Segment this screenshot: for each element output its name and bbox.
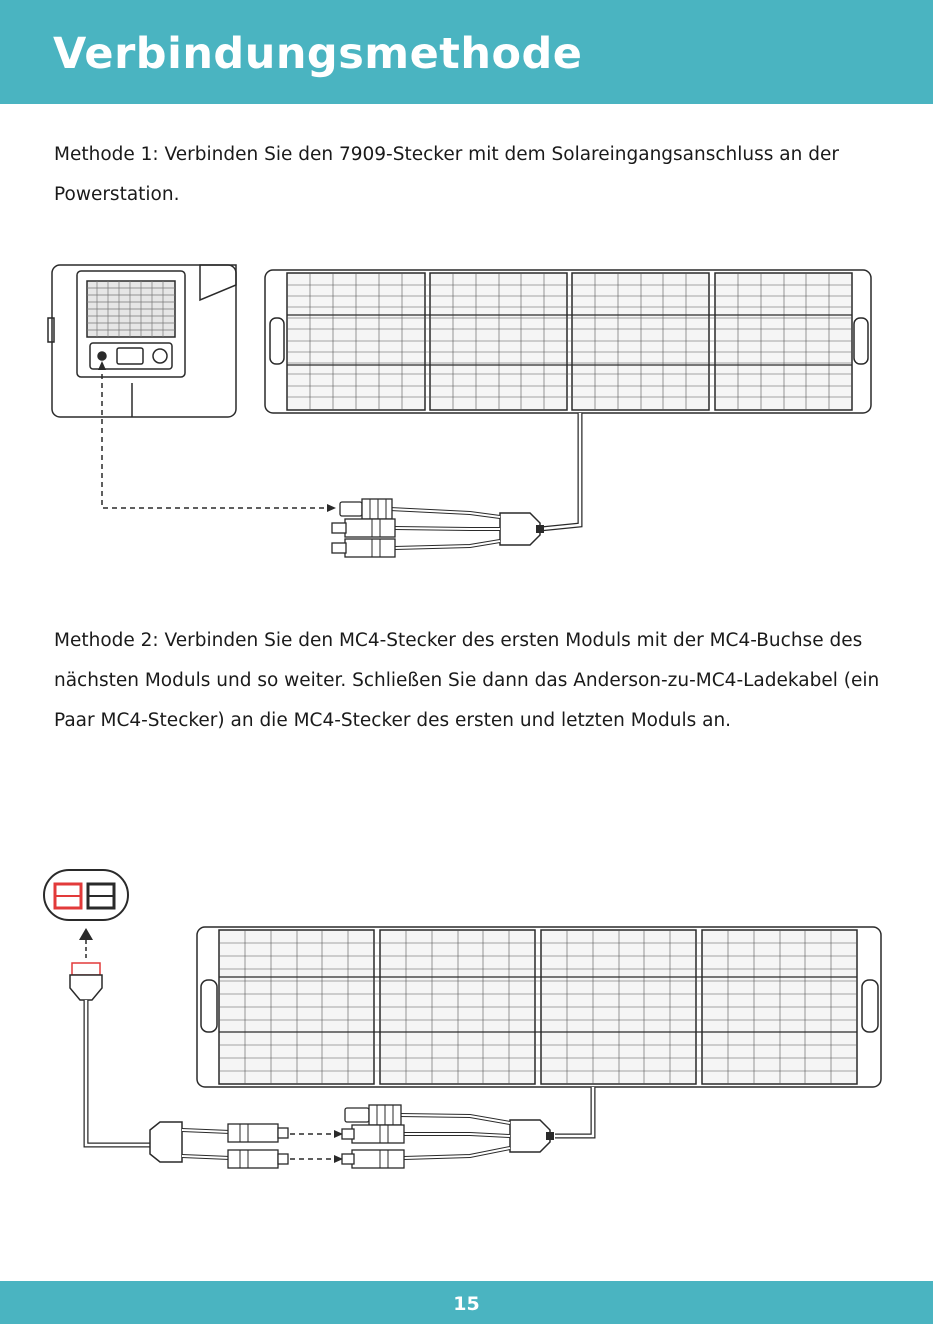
anderson-connector-icon bbox=[44, 870, 128, 920]
page-title: Verbindungsmethode bbox=[53, 29, 583, 79]
page-number: 15 bbox=[453, 1293, 480, 1315]
method-2-diagram bbox=[0, 860, 933, 1180]
method-2-text: Methode 2: Verbinden Sie den MC4-Stecker des ersten Moduls mit der MC4-Buchse des nächsten Moduls und so weiter. Schließen Sie dann das Anderson-zu-MC4-Ladekabel (ein Paar MC4-Stecker) an die MC4-Stecker des ersten und letzten Moduls an. bbox=[54, 630, 880, 731]
method-1-diagram bbox=[0, 255, 933, 575]
method-1-text: Methode 1: Verbinden Sie den 7909-Stecker mit dem Solareingangsanschluss an der Powerstation. bbox=[54, 144, 839, 205]
power-station-icon bbox=[48, 265, 236, 417]
